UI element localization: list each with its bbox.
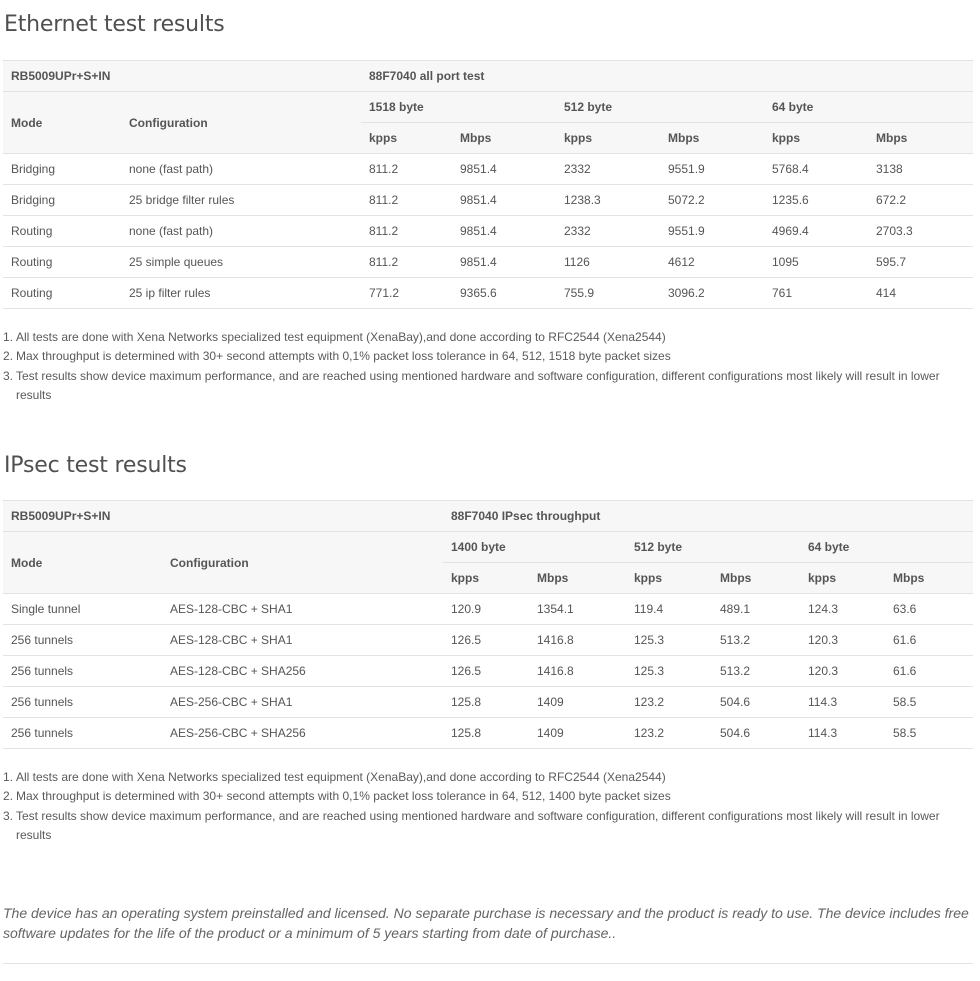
note-number: 2.	[3, 789, 14, 804]
table-cell: 3096.2	[660, 278, 764, 309]
table-cell: 256 tunnels	[3, 687, 162, 718]
note-number: 1.	[3, 330, 14, 344]
unit-kpps-header: kpps	[626, 563, 712, 594]
ipsec-section-title: IPsec test results	[4, 453, 187, 478]
table-row	[3, 594, 973, 625]
table-cell: 595.7	[868, 247, 973, 278]
ethernet-section-title: Ethernet test results	[4, 12, 225, 37]
note-text: Test results show device maximum performance, and are reached using mentioned hardware and software configuration, different configurations most likely will result in lower results	[16, 808, 940, 842]
ipsec-results-table	[3, 500, 973, 749]
table-cell: 123.2	[626, 687, 712, 718]
table-row	[3, 656, 973, 687]
packet-size-header: 512 byte	[556, 92, 764, 123]
table-cell: 9851.4	[452, 185, 556, 216]
footer-divider	[3, 963, 973, 964]
table-cell: 3138	[868, 154, 973, 185]
note-text: All tests are done with Xena Networks specialized test equipment (XenaBay),and done according to RFC2544 (Xena2544)	[16, 330, 666, 344]
note-text: Max throughput is determined with 30+ second attempts with 0,1% packet loss tolerance in 64, 512, 1400 byte packet sizes	[16, 789, 671, 804]
unit-kpps-header: kpps	[556, 123, 660, 154]
note-text: Test results show device maximum performance, and are reached using mentioned hardware and software configuration, different configurations most likely will result in lower results	[16, 368, 940, 402]
note-number: 1.	[3, 770, 14, 784]
table-cell: 256 tunnels	[3, 718, 162, 749]
table-cell: 1235.6	[764, 185, 868, 216]
table-cell: 513.2	[712, 625, 800, 656]
table-cell: 125.3	[626, 656, 712, 687]
table-cell: Routing	[3, 216, 121, 247]
table-cell: 63.6	[885, 594, 973, 625]
table-cell: AES-128-CBC + SHA256	[162, 656, 443, 687]
table-cell: 2332	[556, 154, 660, 185]
ethernet-results-table	[3, 60, 973, 309]
table-cell: 114.3	[800, 687, 885, 718]
table-cell: 126.5	[443, 625, 529, 656]
configuration-header: Configuration	[162, 532, 443, 594]
unit-mbps-header: Mbps	[529, 563, 626, 594]
note-item	[3, 367, 963, 406]
table-cell: 120.9	[443, 594, 529, 625]
table-cell: 1416.8	[529, 656, 626, 687]
table-cell: 1409	[529, 718, 626, 749]
unit-mbps-header: Mbps	[452, 123, 556, 154]
table-cell: 9851.4	[452, 247, 556, 278]
table-cell: none (fast path)	[121, 216, 361, 247]
table-row	[3, 185, 973, 216]
table-cell: 58.5	[885, 687, 973, 718]
note-number: 3.	[3, 368, 14, 383]
table-cell: 256 tunnels	[3, 656, 162, 687]
note-item	[3, 787, 963, 806]
table-cell: 9551.9	[660, 216, 764, 247]
table-header-row	[3, 501, 973, 532]
table-row	[3, 247, 973, 278]
table-cell: 4612	[660, 247, 764, 278]
table-cell: none (fast path)	[121, 154, 361, 185]
table-cell: 811.2	[361, 247, 452, 278]
table-cell: 123.2	[626, 718, 712, 749]
table-cell: Bridging	[3, 154, 121, 185]
unit-mbps-header: Mbps	[660, 123, 764, 154]
table-cell: 9851.4	[452, 154, 556, 185]
table-cell: 1126	[556, 247, 660, 278]
table-cell: 672.2	[868, 185, 973, 216]
mode-header: Mode	[3, 532, 162, 594]
table-header-row	[3, 532, 973, 563]
table-cell: AES-128-CBC + SHA1	[162, 594, 443, 625]
table-cell: 513.2	[712, 656, 800, 687]
note-item	[3, 328, 963, 347]
table-cell: 25 simple queues	[121, 247, 361, 278]
table-cell: 755.9	[556, 278, 660, 309]
unit-kpps-header: kpps	[443, 563, 529, 594]
unit-mbps-header: Mbps	[885, 563, 973, 594]
table-cell: 126.5	[443, 656, 529, 687]
ethernet-notes-list	[3, 328, 963, 405]
unit-kpps-header: kpps	[800, 563, 885, 594]
table-cell: 25 bridge filter rules	[121, 185, 361, 216]
table-cell: 1095	[764, 247, 868, 278]
table-cell: 1238.3	[556, 185, 660, 216]
table-cell: 61.6	[885, 656, 973, 687]
unit-kpps-header: kpps	[361, 123, 452, 154]
test-name: 88F7040 IPsec throughput	[443, 501, 973, 532]
table-cell: 761	[764, 278, 868, 309]
table-cell: 5768.4	[764, 154, 868, 185]
table-cell: 5072.2	[660, 185, 764, 216]
table-cell: 1409	[529, 687, 626, 718]
note-text: Max throughput is determined with 30+ second attempts with 0,1% packet loss tolerance in 64, 512, 1518 byte packet sizes	[16, 349, 671, 364]
table-cell: 504.6	[712, 718, 800, 749]
table-cell: 811.2	[361, 154, 452, 185]
note-text: All tests are done with Xena Networks specialized test equipment (XenaBay),and done according to RFC2544 (Xena2544)	[16, 770, 666, 784]
table-cell: 125.3	[626, 625, 712, 656]
table-cell: AES-256-CBC + SHA1	[162, 687, 443, 718]
packet-size-header: 512 byte	[626, 532, 800, 563]
table-cell: 811.2	[361, 185, 452, 216]
packet-size-header: 1400 byte	[443, 532, 626, 563]
unit-kpps-header: kpps	[764, 123, 868, 154]
packet-size-header: 1518 byte	[361, 92, 556, 123]
table-cell: 771.2	[361, 278, 452, 309]
packet-size-header: 64 byte	[764, 92, 973, 123]
table-row	[3, 216, 973, 247]
table-row	[3, 154, 973, 185]
unit-mbps-header: Mbps	[712, 563, 800, 594]
table-cell: 124.3	[800, 594, 885, 625]
table-cell: Bridging	[3, 185, 121, 216]
table-row	[3, 687, 973, 718]
packet-size-header: 64 byte	[800, 532, 973, 563]
table-cell: 2332	[556, 216, 660, 247]
table-cell: 9851.4	[452, 216, 556, 247]
table-cell: 489.1	[712, 594, 800, 625]
table-cell: 61.6	[885, 625, 973, 656]
table-cell: Routing	[3, 247, 121, 278]
table-cell: 9551.9	[660, 154, 764, 185]
table-cell: 2703.3	[868, 216, 973, 247]
table-cell: AES-128-CBC + SHA1	[162, 625, 443, 656]
test-name: 88F7040 all port test	[361, 61, 973, 92]
table-cell: Routing	[3, 278, 121, 309]
table-cell: 125.8	[443, 687, 529, 718]
unit-mbps-header: Mbps	[868, 123, 973, 154]
table-cell: 414	[868, 278, 973, 309]
table-cell: 504.6	[712, 687, 800, 718]
note-number: 2.	[3, 349, 14, 364]
note-number: 3.	[3, 808, 14, 823]
table-cell: 9365.6	[452, 278, 556, 309]
note-item	[3, 768, 963, 787]
table-cell: Single tunnel	[3, 594, 162, 625]
table-header-row	[3, 61, 973, 92]
license-disclaimer: The device has an operating system preinstalled and licensed. No separate purchase is necessary and the product is ready to use. The device includes free software updates for the life of the product or a minimum of 5 years starting from date of purchase..	[3, 905, 969, 941]
table-cell: 811.2	[361, 216, 452, 247]
table-header-row	[3, 92, 973, 123]
table-cell: 4969.4	[764, 216, 868, 247]
table-cell: 125.8	[443, 718, 529, 749]
table-cell: AES-256-CBC + SHA256	[162, 718, 443, 749]
mode-header: Mode	[3, 92, 121, 154]
table-cell: 114.3	[800, 718, 885, 749]
table-cell: 256 tunnels	[3, 625, 162, 656]
table-cell: 1416.8	[529, 625, 626, 656]
table-cell: 25 ip filter rules	[121, 278, 361, 309]
table-row	[3, 625, 973, 656]
device-model: RB5009UPr+S+IN	[3, 61, 361, 92]
table-row	[3, 718, 973, 749]
table-row	[3, 278, 973, 309]
table-cell: 1354.1	[529, 594, 626, 625]
device-model: RB5009UPr+S+IN	[3, 501, 443, 532]
note-item	[3, 347, 963, 366]
ipsec-notes-list	[3, 768, 963, 845]
table-cell: 58.5	[885, 718, 973, 749]
note-item	[3, 807, 963, 846]
table-cell: 120.3	[800, 625, 885, 656]
table-cell: 119.4	[626, 594, 712, 625]
table-cell: 120.3	[800, 656, 885, 687]
configuration-header: Configuration	[121, 92, 361, 154]
